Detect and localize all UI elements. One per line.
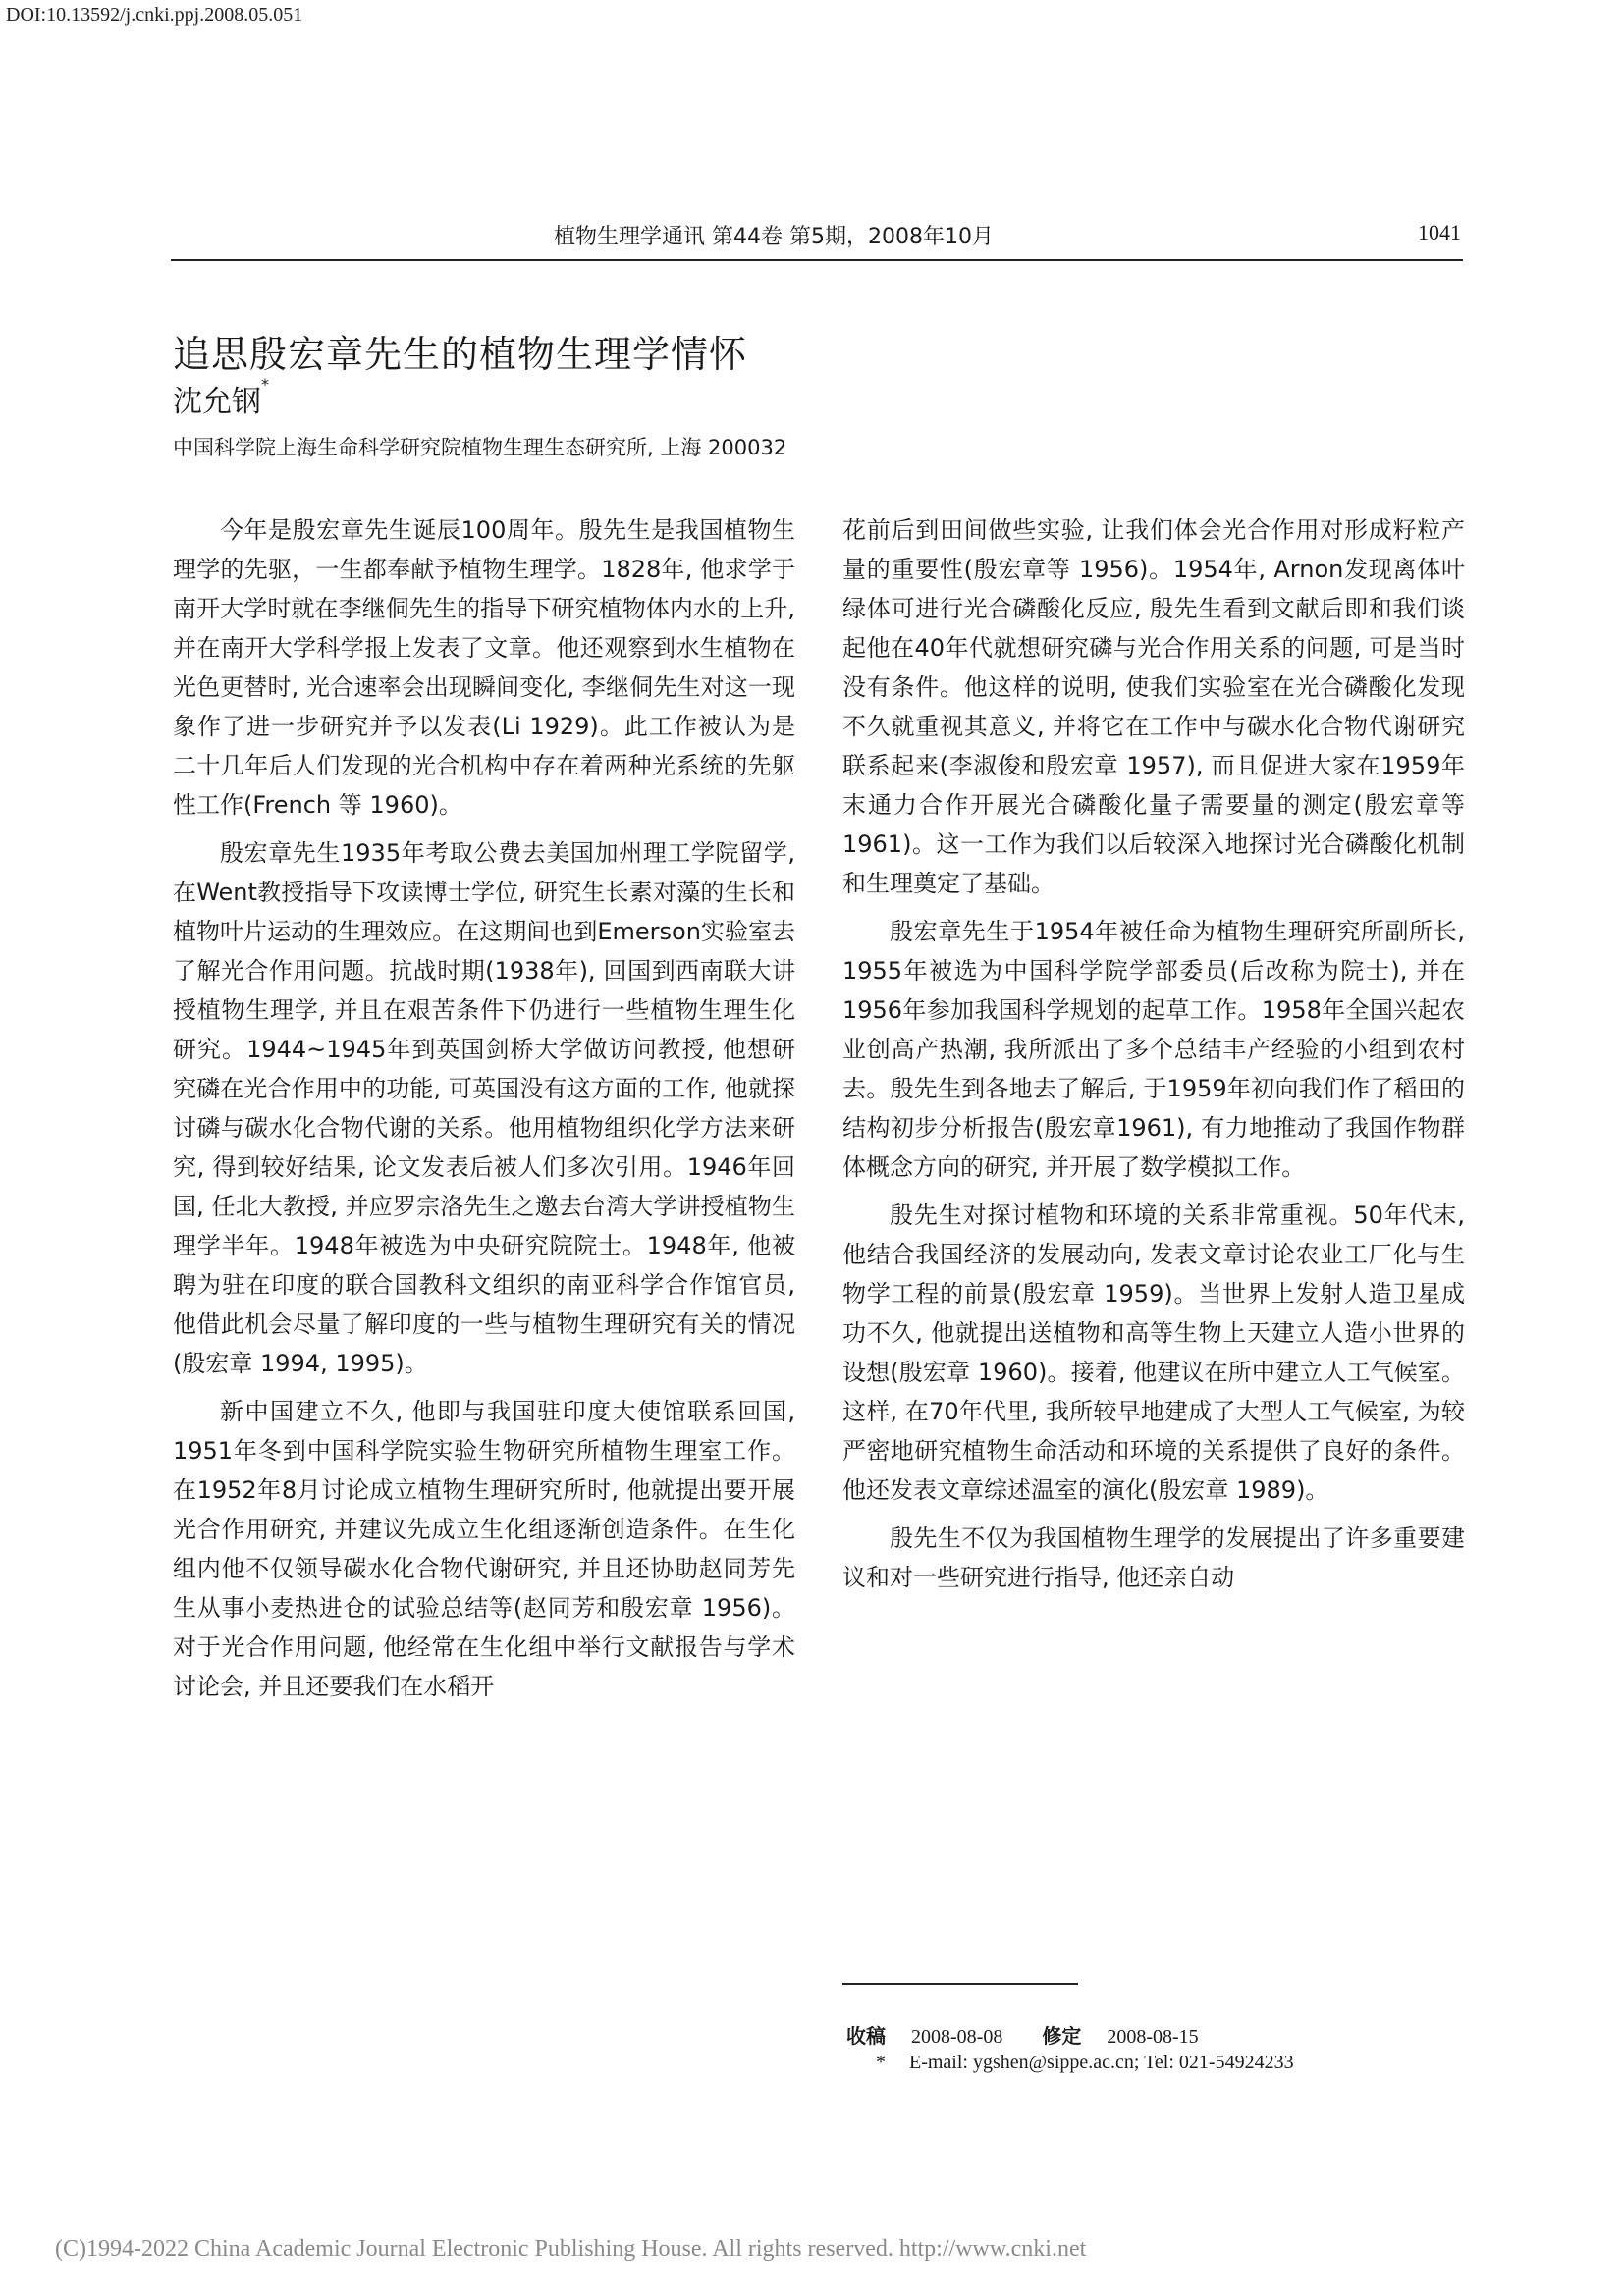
revised-date: 2008-08-15 — [1107, 2026, 1199, 2048]
paragraph: 殷宏章先生1935年考取公费去美国加州理工学院留学, 在Went教授指导下攻读博士学位, 研究生长素对藻的生长和植物叶片运动的生理效应。在这期间也到Emerson实验室去了解光合作用问题。抗战时期(1938年), 回国到西南联大讲授植物生理学, 并且在艰苦条件下仍进行一些植物生理生化研究。1944~1945年到英国剑桥大学做访问教授, 他想研究磷在光合作用中的功能, 可英国没有这方面的工作, 他就探讨磷与碳水化合物代谢的关系。他用植物组织化学方法来研究, 得到较好结果, 论文发表后被人们多次引用。1946年回国, 任北大教授, 并应罗宗洛先生之邀去台湾大学讲授植物生理学半年。1948年被选为中央研究院院士。1948年, 他被聘为驻在印度的联合国教科文组织的南亚科学合作馆官员, 他借此机会尽量了解印度的一些与植物生理研究有关的情况(殷宏章 1994, 1995)。 — [173, 839, 795, 1377]
author-name: 沈允钢 — [173, 385, 261, 419]
revised-label: 修定 — [1042, 2024, 1082, 2048]
footnote-divider — [842, 1983, 1078, 1985]
paragraph: 殷先生对探讨植物和环境的关系非常重视。50年代末, 他结合我国经济的发展动向, 发表文章讨论农业工厂化与生物学工程的前景(殷宏章 1959)。当世界上发射人造卫星成功不久, 他就提出送植物和高等生物上天建立人造小世界的设想(殷宏章 1960)。接着, 他建议在所中建立人工气候室。这样, 在70年代里, 我所较早地建成了大型人工气候室, 为较严密地研究植物生命活动和环境的关系提供了良好的条件。他还发表文章综述温室的演化(殷宏章 1989)。 — [842, 1201, 1465, 1504]
paragraph-continued: 花前后到田间做些实验, 让我们体会光合作用对形成籽粒产量的重要性(殷宏章等 1956)。1954年, Arnon发现离体叶绿体可进行光合磷酸化反应, 殷先生看到文献后即和我们谈起他在40年代就想研究磷与光合作用关系的问题, 可是当时没有条件。他这样的说明, 使我们实验室在光合磷酸化发现不久就重视其意义, 并将它在工作中与碳水化合物代谢研究联系起来(李淑俊和殷宏章 1957), 而且促进大家在1959年末通力合作开展光合磷酸化量子需要量的测定(殷宏章等 1961)。这一工作为我们以后较深入地探讨光合磷酸化机制和生理奠定了基础。 — [842, 516, 1465, 897]
received-label: 收稿 — [846, 2024, 886, 2048]
page-number: 1041 — [1418, 220, 1461, 244]
journal-issue-line: 植物生理学通讯 第44卷 第5期，2008年10月 — [554, 225, 994, 249]
contact-info: E-mail: ygshen@sippe.ac.cn; Tel: 021-54924233 — [909, 2052, 1294, 2073]
paragraph: 新中国建立不久, 他即与我国驻印度大使馆联系回国, 1951年冬到中国科学院实验生物研究所植物生理室工作。在1952年8月讨论成立植物生理研究所时, 他就提出要开展光合作用研究, 并建议先成立生化组逐渐创造条件。在生化组内他不仅领导碳水化合物代谢研究, 并且还协助赵同芳先生从事小麦热进仓的试验总结等(赵同芳和殷宏章 1956)。对于光合作用问题, 他经常在生化组中举行文献报告与学术讨论会, 并且还要我们在水稻开 — [173, 1398, 795, 1700]
footnote-dates — [846, 2020, 1199, 2049]
paragraph: 今年是殷宏章先生诞辰100周年。殷先生是我国植物生理学的先驱，一生都奉献予植物生理学。1828年, 他求学于南开大学时就在李继侗先生的指导下研究植物体内水的上升, 并在南开大学科学报上发表了文章。他还观察到水生植物在光色更替时, 光合速率会出现瞬间变化, 李继侗先生对这一现象作了进一步研究并予以发表(Li 1929)。此工作被认为是二十几年后人们发现的光合机构中存在着两种光系统的先躯性工作(French 等 1960)。 — [173, 516, 795, 819]
body-column-right — [842, 510, 1465, 1606]
footnote-contact — [876, 2052, 1294, 2074]
received-date: 2008-08-08 — [911, 2026, 1003, 2048]
paragraph: 殷宏章先生于1954年被任命为植物生理研究所副所长, 1955年被选为中国科学院学部委员(后改称为院士), 并在1956年参加我国科学规划的起草工作。1958年全国兴起农业创高产热潮, 我所派出了多个总结丰产经验的小组到农村去。殷先生到各地去了解后, 于1959年初向我们作了稻田的结构初步分析报告(殷宏章1961), 有力地推动了我国作物群体概念方向的研究, 并开展了数学模拟工作。 — [842, 918, 1465, 1181]
author-footnote-mark: * — [261, 375, 269, 394]
doi-label: DOI:10.13592/j.cnki.ppj.2008.05.051 — [6, 4, 303, 26]
article-title: 追思殷宏章先生的植物生理学情怀 — [173, 333, 748, 376]
body-column-left — [173, 510, 795, 1715]
author-line — [173, 377, 269, 420]
paragraph: 殷先生不仅为我国植物生理学的发展提出了许多重要建议和对一些研究进行指导, 他还亲自动 — [842, 1524, 1465, 1591]
footnote-star: * — [876, 2052, 886, 2073]
running-header — [171, 218, 1463, 261]
affiliation: 中国科学院上海生命科学研究院植物生理生态研究所, 上海 200032 — [173, 436, 787, 459]
copyright-watermark: (C)1994-2022 China Academic Journal Electronic Publishing House. All rights reserved. http://www.cnki.net — [55, 2236, 1087, 2262]
